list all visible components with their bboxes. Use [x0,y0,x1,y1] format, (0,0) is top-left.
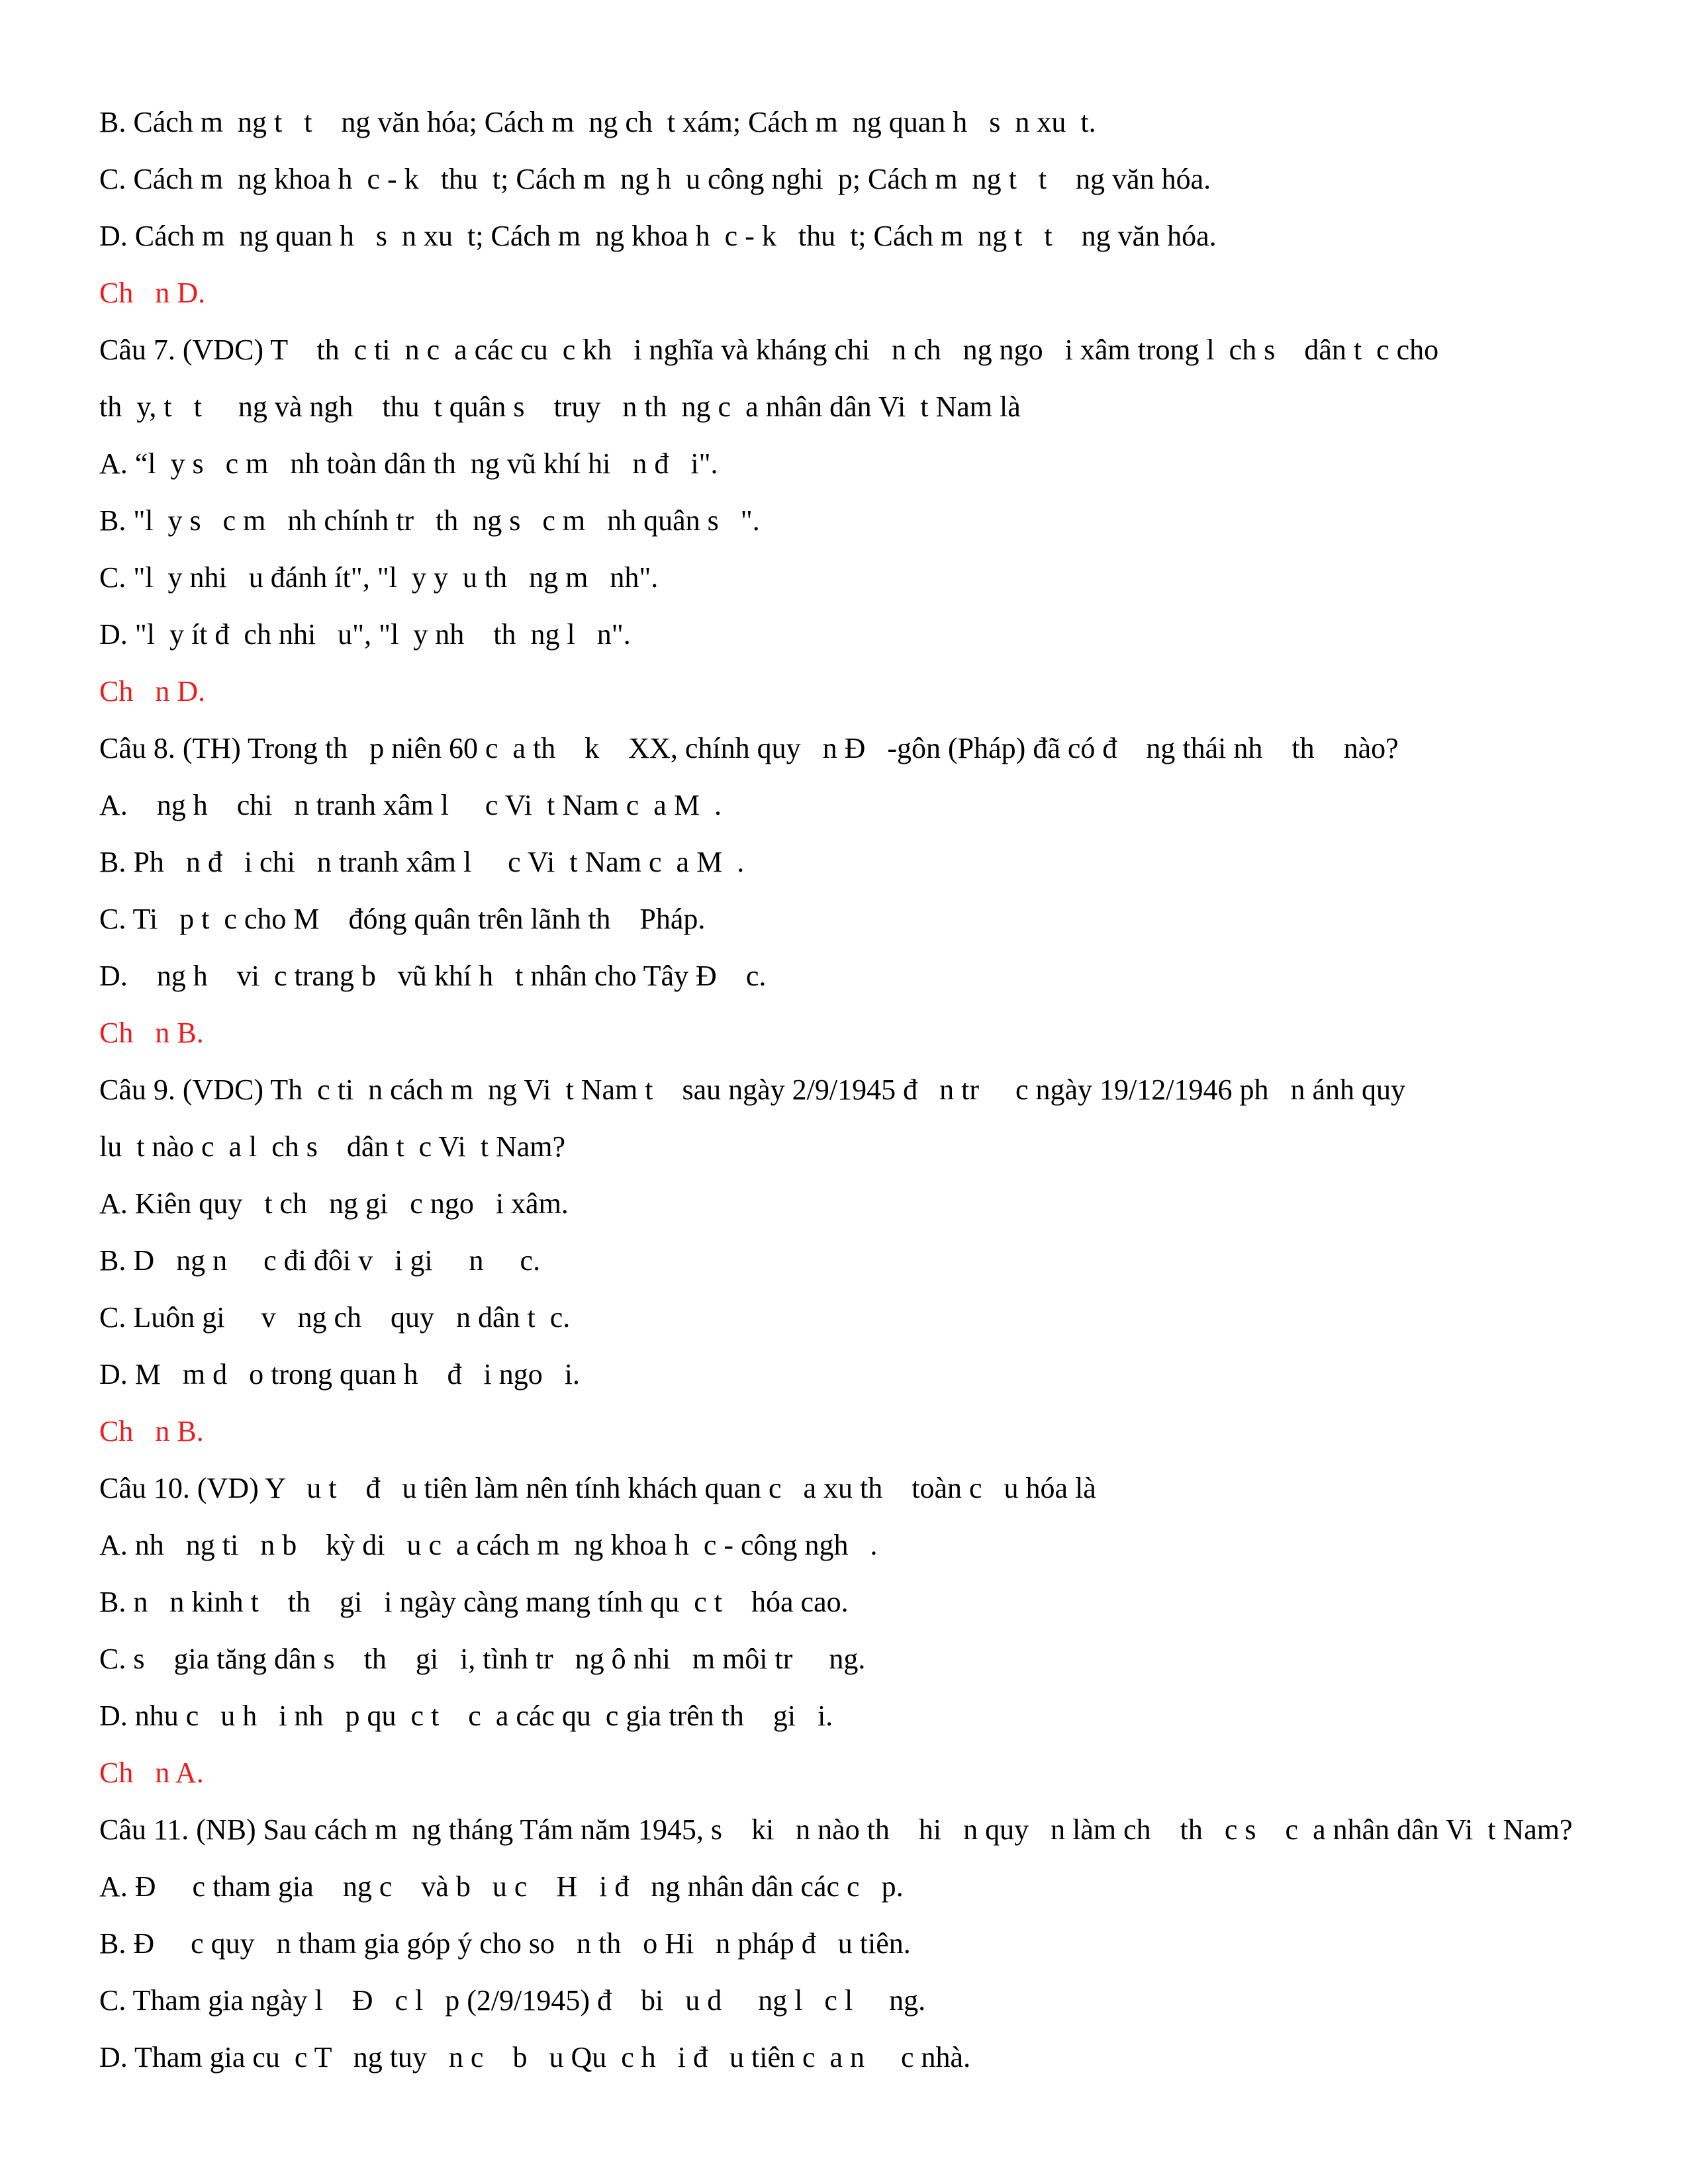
option-line: A. “l y s c m nh toàn dân th ng vũ khí hi n đ i". [99,447,718,480]
option-line: C. Luôn gi v ng ch quy n dân t c. [99,1301,571,1334]
option-line: B. n n kinh t th gi i ngày càng mang tính qu c t hóa cao. [99,1586,849,1618]
option-line: B. "l y s c m nh chính tr th ng s c m nh quân s ". [99,504,760,537]
question-line: lu t nào c a l ch s dân t c Vi t Nam? [99,1130,566,1163]
option-line: B. Ph n đ i chi n tranh xâm l c Vi t Nam c a M . [99,846,745,878]
option-line: D. M m d o trong quan h đ i ngo i. [99,1358,580,1390]
option-line: C. Tham gia ngày l Đ c l p (2/9/1945) đ bi u d ng l c l ng. [99,1984,926,2017]
option-line: B. Đ c quy n tham gia góp ý cho so n th o Hi n pháp đ u tiên. [99,1927,911,1960]
answer-line: Ch n D. [99,675,206,707]
question-line: Câu 11. (NB) Sau cách m ng tháng Tám năm 1945, s ki n nào th hi n quy n làm ch th c s c a nhân dân Vi t Nam? [99,1813,1573,1846]
option-line: A. ng h chi n tranh xâm l c Vi t Nam c a M . [99,789,722,821]
question-line: Câu 8. (TH) Trong th p niên 60 c a th k XX, chính quy n Đ -gôn (Pháp) đã có đ ng thái nh th nào? [99,732,1399,764]
option-line: B. Cách m ng t t ng văn hóa; Cách m ng ch t xám; Cách m ng quan h s n xu t. [99,106,1096,138]
option-line: A. Đ c tham gia ng c và b u c H i đ ng nhân dân các c p. [99,1870,904,1903]
question-line: Câu 10. (VD) Y u t đ u tiên làm nên tính khách quan c a xu th toàn c u hóa là [99,1472,1096,1504]
option-line: B. D ng n c đi đôi v i gi n c. [99,1244,541,1277]
option-line: D. ng h vi c trang b vũ khí h t nhân cho Tây Đ c. [99,960,767,992]
option-line: A. nh ng ti n b kỳ di u c a cách m ng khoa h c - công ngh . [99,1529,878,1561]
answer-line: Ch n D. [99,277,206,309]
option-line: D. Tham gia cu c T ng tuy n c b u Qu c h i đ u tiên c a n c nhà. [99,2041,971,2073]
question-line: Câu 7. (VDC) T th c ti n c a các cu c kh i nghĩa và kháng chi n ch ng ngo i xâm trong l ch s dân t c cho [99,334,1439,366]
option-line: D. Cách m ng quan h s n xu t; Cách m ng khoa h c - k thu t; Cách m ng t t ng văn hóa. [99,220,1217,252]
answer-line: Ch n A. [99,1756,204,1789]
question-line: th y, t t ng và ngh thu t quân s truy n th ng c a nhân dân Vi t Nam là [99,390,1021,423]
option-line: C. "l y nhi u đánh ít", "l y y u th ng m nh". [99,561,659,594]
option-line: D. "l y ít đ ch nhi u", "l y nh th ng l n". [99,618,631,651]
document-page [99,94,1595,2086]
answer-line: Ch n B. [99,1415,204,1447]
option-line: C. s gia tăng dân s th gi i, tình tr ng ô nhi m môi tr ng. [99,1643,866,1675]
option-line: C. Cách m ng khoa h c - k thu t; Cách m ng h u công nghi p; Cách m ng t t ng văn hóa. [99,163,1211,195]
option-line: D. nhu c u h i nh p qu c t c a các qu c gia trên th gi i. [99,1700,833,1732]
option-line: A. Kiên quy t ch ng gi c ngo i xâm. [99,1187,569,1220]
answer-line: Ch n B. [99,1017,204,1049]
question-line: Câu 9. (VDC) Th c ti n cách m ng Vi t Nam t sau ngày 2/9/1945 đ n tr c ngày 19/12/1946 ph n ánh quy [99,1073,1406,1106]
option-line: C. Ti p t c cho M đóng quân trên lãnh th Pháp. [99,903,706,935]
